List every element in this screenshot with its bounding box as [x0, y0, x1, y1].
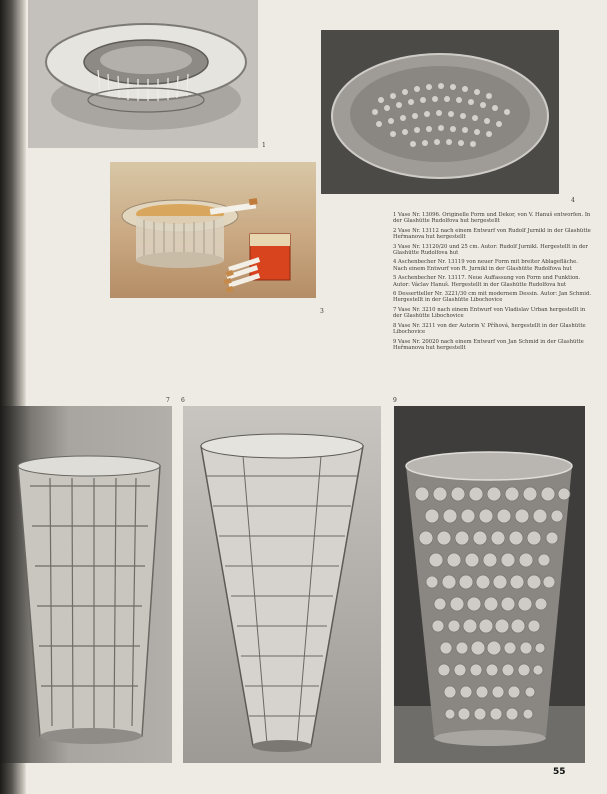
photo-dessert-plate	[321, 30, 559, 194]
photo-number: 6	[181, 397, 185, 404]
caption-list	[393, 212, 593, 354]
caption-item: 3 Vase Nr. 13120/20 und 25 cm. Autor: Rudolf Jurnikl. Hergestellt in der Glashütte Rudolfova hut	[393, 243, 588, 257]
page-number: 55	[553, 767, 566, 777]
photo-number: 4	[571, 197, 575, 204]
photo-ribbed-ashtray	[28, 0, 258, 148]
caption-item: 4 Aschenbecher Nr. 13119 von neuer Form mit breiter Ablagefläche. Nach einem Entwurf von R. Jurnikl in der Glashütte Rudolfova hut	[393, 259, 578, 272]
caption-item: 1 Vase Nr. 13096. Originelle Form und Dekor, von V. Hanuš entworfen. In der Glashütte Rudolfova hut hergestellt	[393, 212, 591, 225]
caption-item: 2 Vase Nr. 13112 nach einem Entwurf von Rudolf Jurnikl in der Glashütte Heřmanova hut hergestellt	[393, 227, 591, 241]
photo-number: 7	[166, 397, 170, 404]
caption-item: 7 Vase Nr. 3210 nach einem Entwurf von Vladislav Urban hergestellt in der Glashütte Libochovice	[393, 306, 586, 320]
photo-vase-relief	[0, 406, 172, 763]
photo-vase-faceted	[183, 406, 381, 763]
photo-number: 9	[393, 397, 397, 404]
photo-number: 3	[320, 308, 324, 315]
caption-item: 5 Aschenbecher Nr. 13117. Neue Auffassung von Form und Funktion. Autor: Václav Hanuš. Hergestellt in der Glashütte Rudolfova hut	[393, 275, 581, 288]
photo-number: 1	[262, 142, 266, 149]
photo-ashtray-cigarettes	[110, 162, 316, 298]
photo-vase-bubbles	[394, 406, 585, 763]
caption-item: 8 Vase Nr. 3211 von der Autorin V. Příhová, hergestellt in der Glashütte Libochovice	[393, 322, 586, 336]
caption-item: 6 Dessertteller Nr. 3221/30 cm mit modernem Dessin. Autor: Jan Schmid. Hergestellt in der Glashütte Libochovice	[393, 291, 592, 304]
caption-item: 9 Vase Nr. 20020 nach einem Entwurf von Jan Schmid in der Glashütte Heřmanova hut hergestellt	[393, 338, 584, 351]
